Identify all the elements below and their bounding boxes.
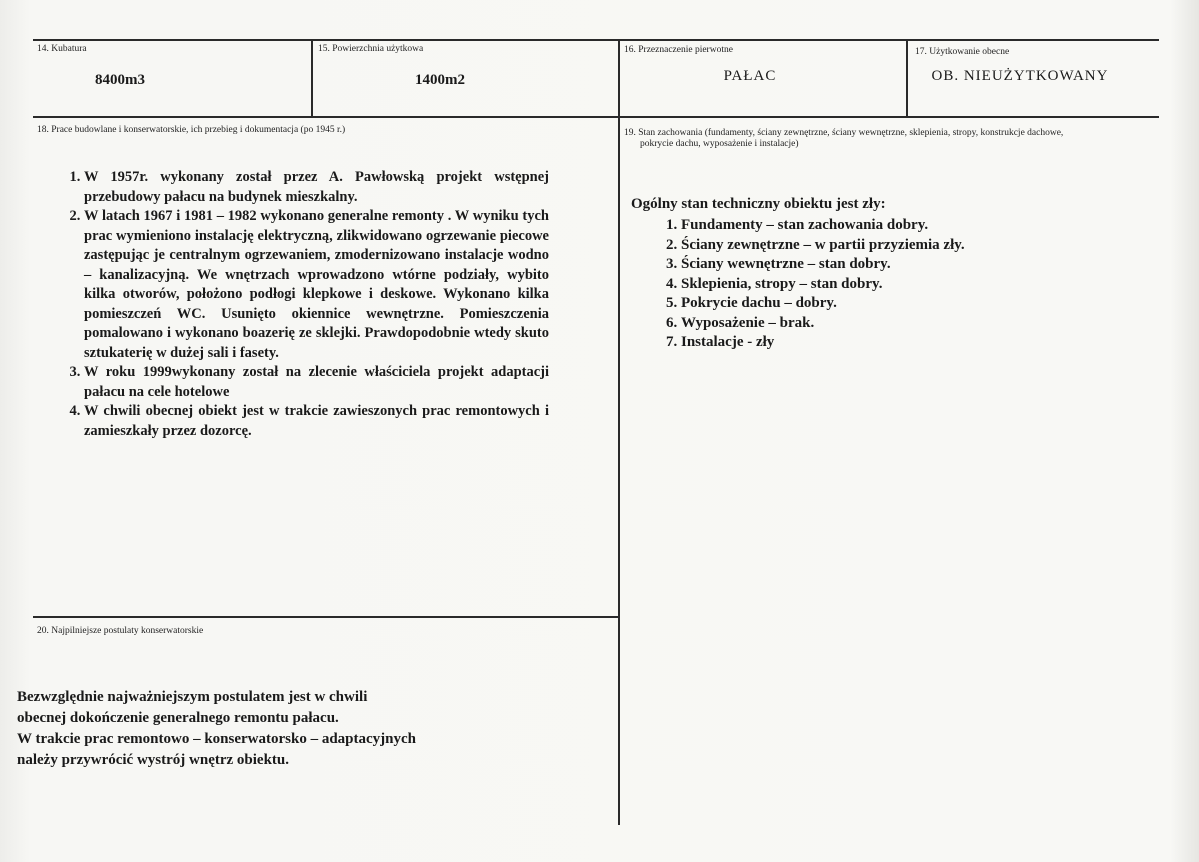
state-item: 2. Ściany zewnętrzne – w partii przyziemia zły. (681, 236, 1141, 256)
state-item: 7. Instalacje - zły (681, 333, 1141, 353)
row1-divider-2 (618, 39, 620, 825)
works-label: 18. Prace budowlane i konserwatorskie, ich przebieg i dokumentacja (po 1945 r.) (37, 125, 346, 135)
kubatura-value: 8400m3 (95, 72, 145, 88)
state-item: 1. Fundamenty – stan zachowania dobry. (681, 216, 1141, 236)
postulates-line: obecnej dokończenie generalnego remontu pałacu. (17, 710, 339, 726)
works-list (40, 168, 549, 441)
state-item: 4. Sklepienia, stropy – stan dobry. (681, 275, 1141, 295)
postulates-line: Bezwzględnie najważniejszym postulatem jest w chwili (17, 689, 368, 705)
postulates-label: 20. Najpilniejsze postulaty konserwatorskie (37, 626, 204, 636)
przeznaczenie-label: 16. Przeznaczenie pierwotne (624, 45, 733, 55)
postulates-text (17, 687, 477, 771)
works-item: 4. W chwili obecnej obiekt jest w trakcie zawieszonych prac remontowych i zamieszkały przez dozorcę. (84, 402, 549, 441)
row1-divider-1 (311, 39, 313, 118)
works-item: 1. W 1957r. wykonany został przez A. Pawłowską projekt wstępnej przebudowy pałacu na budynek mieszkalny. (84, 168, 549, 207)
works-item: 2. W latach 1967 i 1981 – 1982 wykonano generalne remonty . W wyniku tych prac wymieniono instalację elektryczną, zlikwidowano ogrzewanie piecowe zastępując je centralnym ogrzewaniem, zmodernizowano instalacje wodno – kanalizacyjną. We wnętrzach wprowadzono wtórne podziały, wybito kilka otworów, położono podłogi klepkowe i deskowe. Wykonano kilka pomieszczeń WC. Usunięto okiennice wewnętrzne. Pomieszczenia pomalowano i wykonano boazerię ze sklejki. Prawdopodobnie wtedy skuto sztukaterię w dużej sali i fasety. (84, 207, 549, 363)
postulates-line: W trakcie prac remontowo – konserwatorsko – adaptacyjnych (17, 731, 417, 747)
state-list (640, 216, 1141, 353)
postulates-line: należy przywrócić wystrój wnętrz obiektu. (17, 752, 290, 768)
row1-divider-3 (906, 39, 908, 118)
uzytkowanie-label: 17. Użytkowanie obecne (915, 47, 1010, 57)
state-label-line2: pokrycie dachu, wyposażenie i instalacje) (640, 139, 799, 149)
powierzchnia-label: 15. Powierzchnia użytkowa (318, 44, 424, 54)
top-rule (33, 39, 1159, 41)
postulates-top-rule (33, 616, 620, 618)
kubatura-label: 14. Kubatura (37, 44, 87, 54)
works-item: 3. W roku 1999wykonany został na zlecenie właściciela projekt adaptacji pałacu na cele hotelowe (84, 363, 549, 402)
row1-bottom-rule (33, 116, 1159, 118)
przeznaczenie-value: PAŁAC (723, 68, 777, 84)
uzytkowanie-value: OB. NIEUŻYTKOWANY (931, 68, 1109, 84)
state-item: 6. Wyposażenie – brak. (681, 314, 1141, 334)
state-item: 5. Pokrycie dachu – dobry. (681, 294, 1141, 314)
powierzchnia-value: 1400m2 (415, 72, 465, 88)
state-label-line1: 19. Stan zachowania (fundamenty, ściany zewnętrzne, ściany wewnętrzne, sklepienia, stropy, konstrukcje dachowe, (624, 128, 1064, 138)
state-item: 3. Ściany wewnętrzne – stan dobry. (681, 255, 1141, 275)
state-title: Ogólny stan techniczny obiektu jest zły: (631, 196, 886, 212)
